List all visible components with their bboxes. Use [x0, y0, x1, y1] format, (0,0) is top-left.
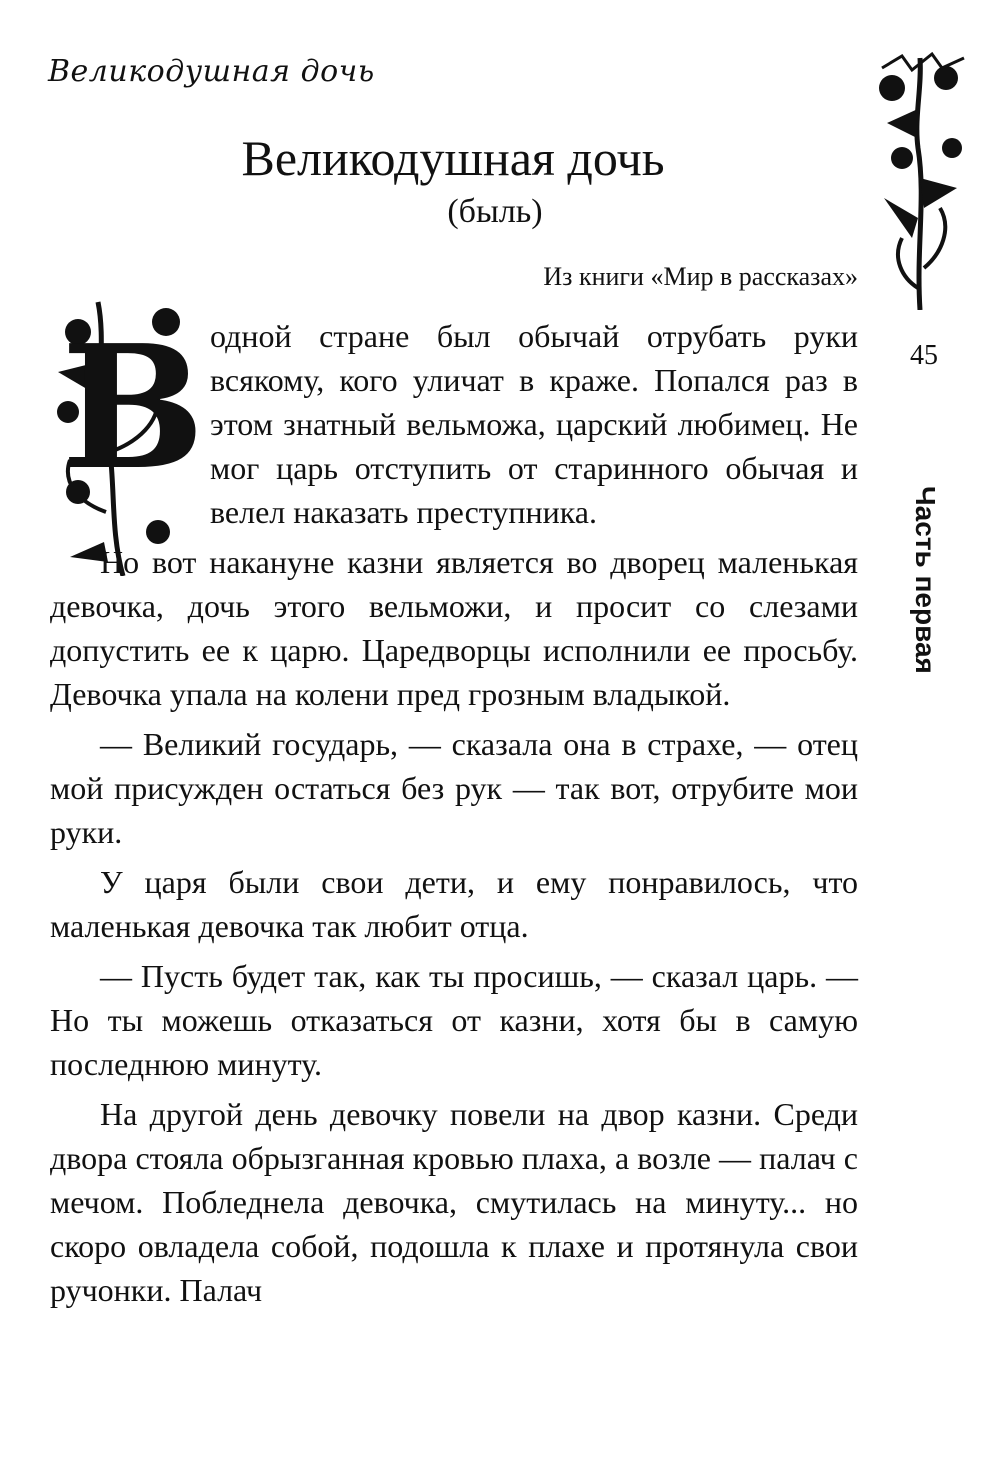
part-label: Часть первая [910, 486, 941, 674]
paragraph: — Великий государь, — сказала она в страхе, — отец мой присужден остаться без рук — так вот, отрубите мои руки. [50, 726, 858, 850]
paragraph: На другой день девочку повели на двор казни. Среди двора стояла обрызганная кровью плаха, а возле — палач с мечом. Побледнела девочка, смутилась на минуту... но скоро овладела собой, подошла к плахе и протянула свои ручонки. Палач [50, 1096, 858, 1308]
subtitle: (быль) [447, 193, 543, 230]
paragraph: одной стране был обычай отрубать руки всякому, кого уличат в краже. Попался раз в этом знатный вельможа, царский любимец. Не мог царь отступить от старинного обычая и велел наказать преступника. [210, 318, 858, 530]
floral-ornament-icon [872, 48, 972, 310]
paragraph: У царя были свои дети, и ему понравилось, что маленькая девочка так любит отца. [50, 864, 858, 944]
title-block [50, 126, 856, 234]
dropcap-letter: В [61, 308, 205, 508]
running-head: Великодушная дочь [48, 54, 375, 89]
paragraph: — Пусть будет так, как ты просишь, — сказал царь. — Но ты можешь отказаться от казни, хотя бы в самую последнюю минуту. [50, 958, 858, 1082]
page-title: Великодушная дочь [241, 130, 665, 186]
source-attribution: Из книги «Мир в рассказах» [543, 262, 858, 291]
paragraph: Но вот накануне казни является во дворец маленькая девочка, дочь этого вельможи, и просит со слезами допустить ее к царю. Царедворцы исполнили ее просьбу. Девочка упала на колени пред грозным владыкой. [50, 544, 858, 712]
page-number: 45 [910, 340, 938, 371]
story-body [50, 314, 858, 1318]
